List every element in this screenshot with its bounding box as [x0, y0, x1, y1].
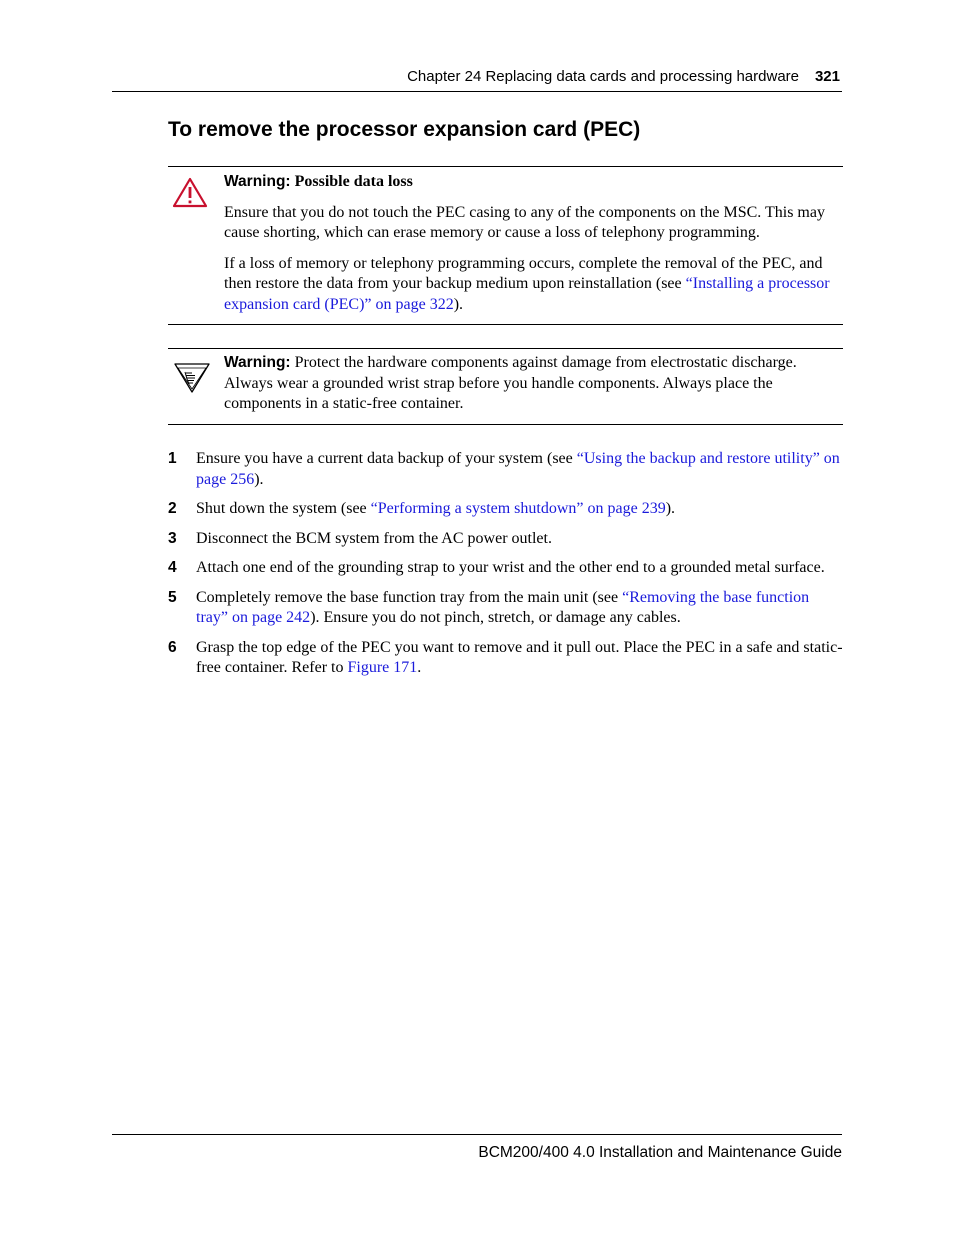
step-text-end: ). Ensure you do not pinch, stretch, or damage any cables. — [310, 609, 681, 626]
step-text: Grasp the top edge of the PEC you want to remove and it pull out. Place the PEC in a safe and static-free container. Refer to — [196, 638, 843, 676]
procedure-steps — [168, 449, 843, 688]
warning-paragraph: Ensure that you do not touch the PEC casing to any of the components on the MSC. This may cause shorting, which can erase memory or cause a loss of telephony programming. — [224, 203, 825, 241]
step-link[interactable]: “Removing the base function tray” on page 242 — [196, 588, 810, 626]
warning-data-loss — [168, 166, 843, 325]
procedure-step — [168, 588, 843, 629]
warning-body — [224, 172, 839, 315]
page-number: 321 — [814, 68, 840, 85]
step-link[interactable]: Figure 171 — [347, 659, 418, 676]
step-number: 2 — [168, 500, 177, 517]
step-text: Attach one end of the grounding strap to your wrist and the other end to a grounded metal surface. — [196, 559, 825, 576]
warning-heading — [224, 172, 839, 193]
step-text: Disconnect the BCM system from the AC power outlet. — [196, 529, 552, 547]
procedure-step — [168, 558, 843, 579]
warning-esd — [168, 348, 843, 425]
guide-title: BCM200/400 4.0 Installation and Maintenance Guide — [478, 1144, 842, 1161]
warning-label: Warning: — [224, 173, 291, 190]
step-text-end: ). — [254, 470, 264, 488]
link-installing-pec[interactable]: “Installing a processor expansion card (PEC)” on page 322 — [224, 275, 830, 313]
page-header — [112, 66, 842, 92]
step-number: 5 — [168, 588, 177, 606]
step-text-end: ). — [665, 500, 676, 517]
warning-subtitle: Possible data loss — [294, 173, 413, 190]
warning-label: Warning: — [224, 354, 291, 371]
step-link[interactable]: “Using the backup and restore utility” on page 256 — [196, 450, 840, 488]
step-link[interactable]: “Performing a system shutdown” on page 239 — [370, 500, 666, 517]
warning-paragraph: If a loss of memory or telephony programming occurs, complete the removal of the PEC, and then restore the data from your backup medium upon reinstallation (see “Installing a processor expansion card (PEC)” on page 322). — [224, 254, 830, 313]
step-text: Ensure you have a current data backup of your system (see — [196, 450, 577, 467]
step-number: 4 — [168, 559, 177, 576]
step-text: Completely remove the base function tray from the main unit (see — [196, 588, 623, 606]
step-number: 6 — [168, 638, 177, 656]
procedure-step — [168, 449, 843, 490]
step-text: Shut down the system (see — [196, 500, 371, 517]
procedure-step — [168, 529, 843, 550]
chapter-title: Chapter 24 Replacing data cards and processing hardware — [407, 68, 799, 85]
procedure-step — [168, 638, 843, 679]
step-number: 1 — [168, 450, 177, 467]
page-footer — [112, 1134, 842, 1161]
warning-paragraph: Warning: Protect the hardware components against damage from electrostatic discharge. Always wear a grounded wrist strap before you handle components. Always place the components in a static-free container. — [224, 354, 797, 412]
step-number: 3 — [168, 529, 177, 547]
warning-triangle-icon — [172, 177, 208, 208]
procedure-step — [168, 499, 843, 520]
step-text-end: . — [417, 659, 422, 676]
warning-body — [224, 353, 839, 415]
esd-hand-icon — [172, 361, 212, 395]
section-title: To remove the processor expansion card (PEC) — [168, 118, 641, 141]
